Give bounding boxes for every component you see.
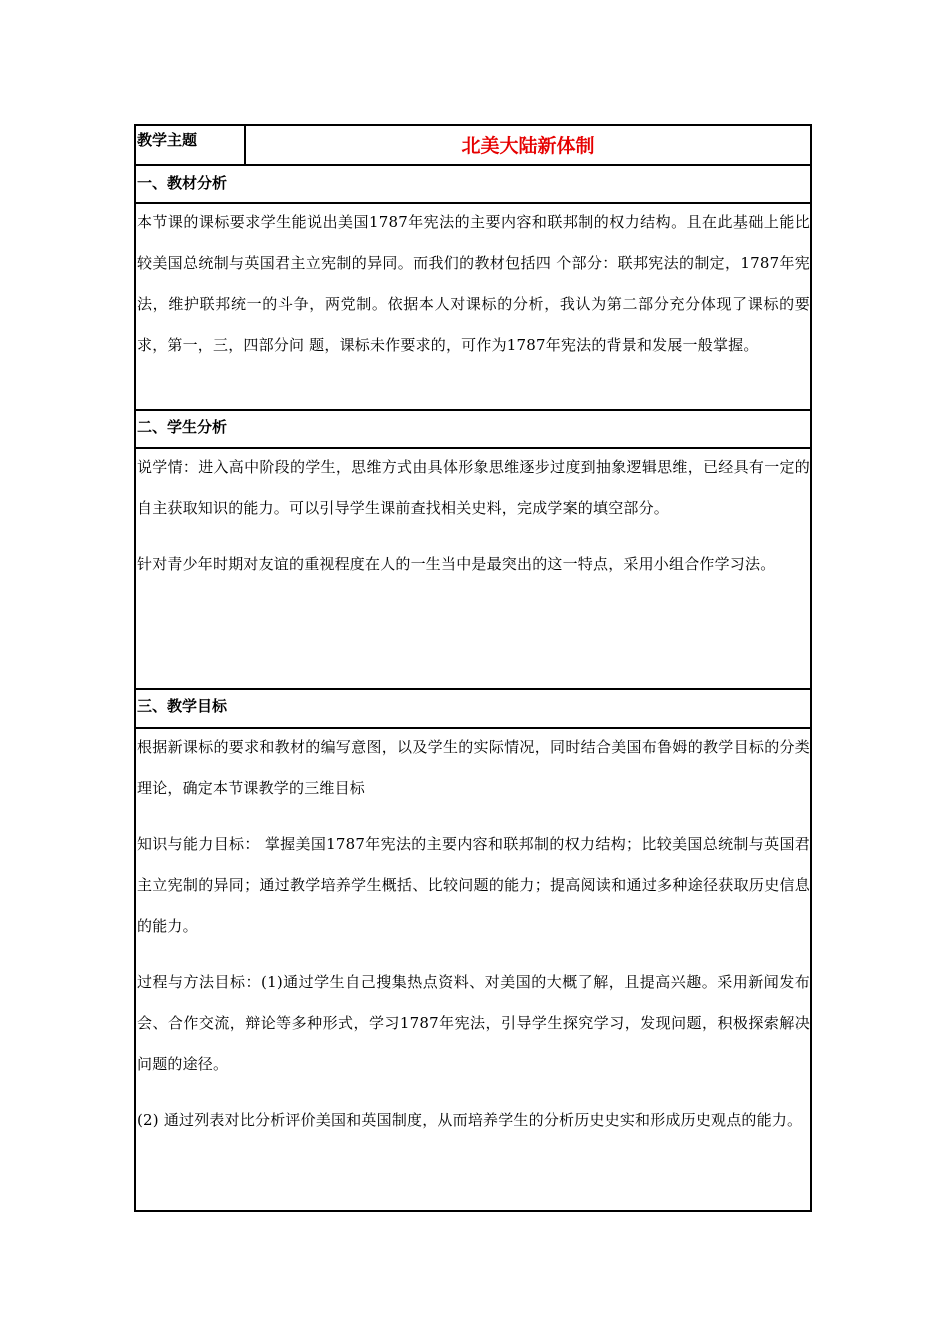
lesson-plan-table [134, 124, 812, 1212]
row-divider [136, 409, 810, 411]
page-title: 北美大陆新体制 [461, 135, 595, 157]
paragraph: 过程与方法目标：(1)通过学生自己搜集热点资料、对美国的大概了解，且提高兴趣。采用新闻发布会、合作交流，辩论等多种形式，学习1787年宪法，引导学生探究学习，发现问题，积极探索解决问题的途径。 [137, 973, 810, 1073]
row-divider [136, 164, 810, 166]
paragraph: 说学情：进入高中阶段的学生，思维方式由具体形象思维逐步过度到抽象逻辑思维，已经具有一定的自主获取知识的能力。可以引导学生课前查找相关史料，完成学案的填空部分。 [137, 458, 810, 517]
section-heading-teaching-objectives: 三、教学目标 [137, 697, 228, 715]
paragraph: (2) 通过列表对比分析评价美国和英国制度，从而培养学生的分析历史史实和形成历史观点的能力。 [137, 1111, 803, 1129]
section-heading-student-analysis: 二、学生分析 [137, 418, 228, 436]
section-body-teaching-objectives [136, 727, 810, 1141]
paragraph: 根据新课标的要求和教材的编写意图，以及学生的实际情况，同时结合美国布鲁姆的教学目标的分类理论，确定本节课教学的三维目标 [137, 738, 810, 797]
row-divider [136, 688, 810, 690]
theme-label: 教学主题 [137, 131, 198, 149]
section-heading-textbook-analysis: 一、教材分析 [137, 174, 228, 192]
paragraph: 本节课的课标要求学生能说出美国1787年宪法的主要内容和联邦制的权力结构。且在此基础上能比较美国总统制与英国君主立宪制的异同。而我们的教材包括四 个部分：联邦宪法的制定，1787年宪法，维护联邦统一的斗争，两党制。依据本人对课标的分析，我认为第二部分充分体现了课标的要求，第一，三，四部分问 题，课标未作要求的，可作为1787年宪法的背景和发展一般掌握。 [137, 213, 810, 354]
section-body-student-analysis [136, 447, 810, 585]
paragraph: 针对青少年时期对友谊的重视程度在人的一生当中是最突出的这一特点，采用小组合作学习法。 [137, 555, 776, 573]
section-body-textbook-analysis [136, 202, 810, 366]
paragraph: 知识与能力目标： 掌握美国1787年宪法的主要内容和联邦制的权力结构；比较美国总统制与英国君主立宪制的异同；通过教学培养学生概括、比较问题的能力；提高阅读和通过多种途径获取历史信息的能力。 [137, 835, 810, 935]
